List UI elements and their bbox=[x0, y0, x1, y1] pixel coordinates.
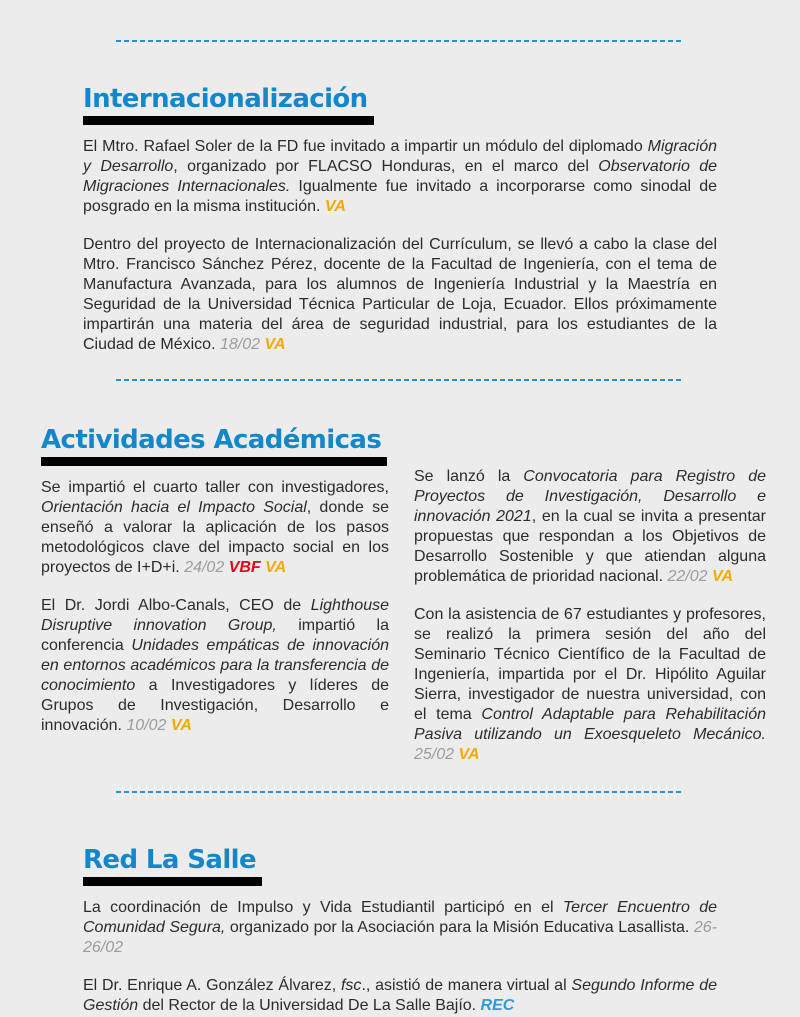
text-run: del Rector de la Universidad De La Salle Bajío. bbox=[138, 997, 481, 1014]
paragraph bbox=[83, 898, 717, 958]
column-right bbox=[414, 425, 766, 765]
text-run: , organizado por FLACSO Honduras, en el marco del bbox=[173, 158, 599, 175]
text-run: organizado por la Asociación para la Misión Educativa Lasallista. bbox=[225, 919, 694, 936]
section-body bbox=[83, 137, 717, 355]
italic-text: Tercer Encuentro de Comunidad Segura, bbox=[83, 899, 717, 936]
date-label: 24/02 bbox=[184, 559, 225, 576]
credit-tag: VBF bbox=[228, 559, 261, 576]
italic-text: Migración y Desarrollo bbox=[83, 138, 717, 175]
italic-text: Unidades empáticas de innovación en entornos académicos para la transferencia de conocimiento bbox=[41, 637, 390, 694]
column-left bbox=[41, 425, 389, 736]
credit-tag: VA bbox=[264, 336, 286, 353]
italic-text: fsc bbox=[340, 977, 362, 994]
section-title: Internacionalización bbox=[83, 84, 374, 125]
paragraph bbox=[83, 976, 717, 1016]
section-title: Red La Salle bbox=[83, 845, 262, 886]
paragraph bbox=[41, 596, 389, 736]
italic-text: Control Adaptable para Rehabilitación Pasiva utilizando un Exoesqueleto Mecánico. bbox=[414, 706, 766, 743]
credit-tag: VA bbox=[458, 746, 480, 763]
credit-tag: VA bbox=[711, 568, 734, 585]
dashed-separator-middle bbox=[116, 379, 684, 381]
date-label: 18/02 bbox=[219, 336, 261, 353]
section-red-la-salle bbox=[83, 845, 717, 1016]
dashed-separator-bottom bbox=[116, 791, 684, 793]
text-run: Igualmente fue invitado a incorporarse como sinodal de posgrado en la misma institución. bbox=[83, 178, 717, 215]
paragraph bbox=[83, 137, 717, 217]
text-run: Dentro del proyecto de Internacionalización del Currículum, se llevó a cabo la clase del Mtro. Francisco Sánchez Pérez, docente de la Facultad de Ingeniería, con el tema de Manufactura Avanzada, para los alumnos de Ingeniería Industrial y la Maestría en Seguridad de la Universidad Técnica Particular de Loja, Ecuador. Ellos próximamente impartirán una materia del área de seguridad industrial, para los estudiantes de la Ciudad de México. bbox=[83, 236, 717, 353]
paragraph bbox=[414, 605, 766, 765]
credit-tag: VA bbox=[324, 198, 346, 215]
italic-text: Convocatoria para Registro de Proyectos de Investigación, Desarrollo e innovación 2021 bbox=[414, 468, 766, 525]
credit-tag: REC bbox=[480, 997, 515, 1014]
text-run: impartió la conferencia bbox=[41, 617, 389, 654]
section-actividades-academicas bbox=[41, 425, 766, 765]
section-body bbox=[83, 898, 717, 1016]
text-run: El Dr. Jordi Albo-Canals, CEO de bbox=[41, 597, 311, 614]
section-title: Actividades Académicas bbox=[41, 425, 387, 466]
text-run: a Investigadores y líderes de Grupos de Investigación, Desarrollo e innovación. bbox=[41, 677, 389, 734]
credit-tag: VA bbox=[170, 717, 192, 734]
text-run: , donde se enseñó a valorar la aplicación de los pasos metodológicos clave del impacto social en los proyectos de I+D+i. bbox=[41, 499, 389, 576]
italic-text: Segundo Informe de Gestión bbox=[83, 977, 718, 1014]
credit-tag: VA bbox=[265, 559, 287, 576]
italic-text: Orientación hacia el Impacto Social bbox=[41, 499, 307, 516]
text-run: Se lanzó la bbox=[414, 468, 524, 485]
italic-text: Lighthouse Disruptive innovation Group, bbox=[41, 597, 389, 634]
section-internacionalizacion bbox=[83, 84, 717, 355]
newsletter-page bbox=[0, 40, 800, 1017]
date-label: 25/02 bbox=[414, 746, 455, 763]
section-body bbox=[414, 467, 766, 765]
text-run: Se impartió el cuarto taller con investigadores, bbox=[41, 479, 389, 496]
text-run: Con la asistencia de 67 estudiantes y profesores, se realizó la primera sesión del año del Seminario Técnico Científico de la Facultad de Ingeniería, impartida por el Dr. Hipólito Aguilar Sierra, investigador de nuestra universidad, con el tema bbox=[414, 606, 766, 723]
paragraph bbox=[41, 478, 389, 578]
text-run: La coordinación de Impulso y Vida Estudiantil participó en el bbox=[83, 899, 563, 916]
paragraph bbox=[414, 467, 766, 587]
italic-text: Observatorio de Migraciones Internacionales. bbox=[83, 158, 718, 195]
dashed-separator-top bbox=[116, 40, 684, 42]
date-label: 22/02 bbox=[667, 568, 708, 585]
text-run: El Mtro. Rafael Soler de la FD fue invitado a impartir un módulo del diplomado bbox=[83, 138, 648, 155]
text-run: ., asistió de manera virtual al bbox=[361, 977, 572, 994]
paragraph bbox=[83, 235, 717, 355]
text-run: , en la cual se invita a presentar propuestas que respondan a los Objetivos de Desarrollo Sostenible y que atiendan alguna problemática de prioridad nacional. bbox=[414, 508, 766, 585]
date-label: 10/02 bbox=[126, 717, 167, 734]
text-run: El Dr. Enrique A. González Álvarez, bbox=[83, 977, 341, 994]
date-label: 26-26/02 bbox=[83, 919, 718, 956]
section-body bbox=[41, 478, 389, 736]
